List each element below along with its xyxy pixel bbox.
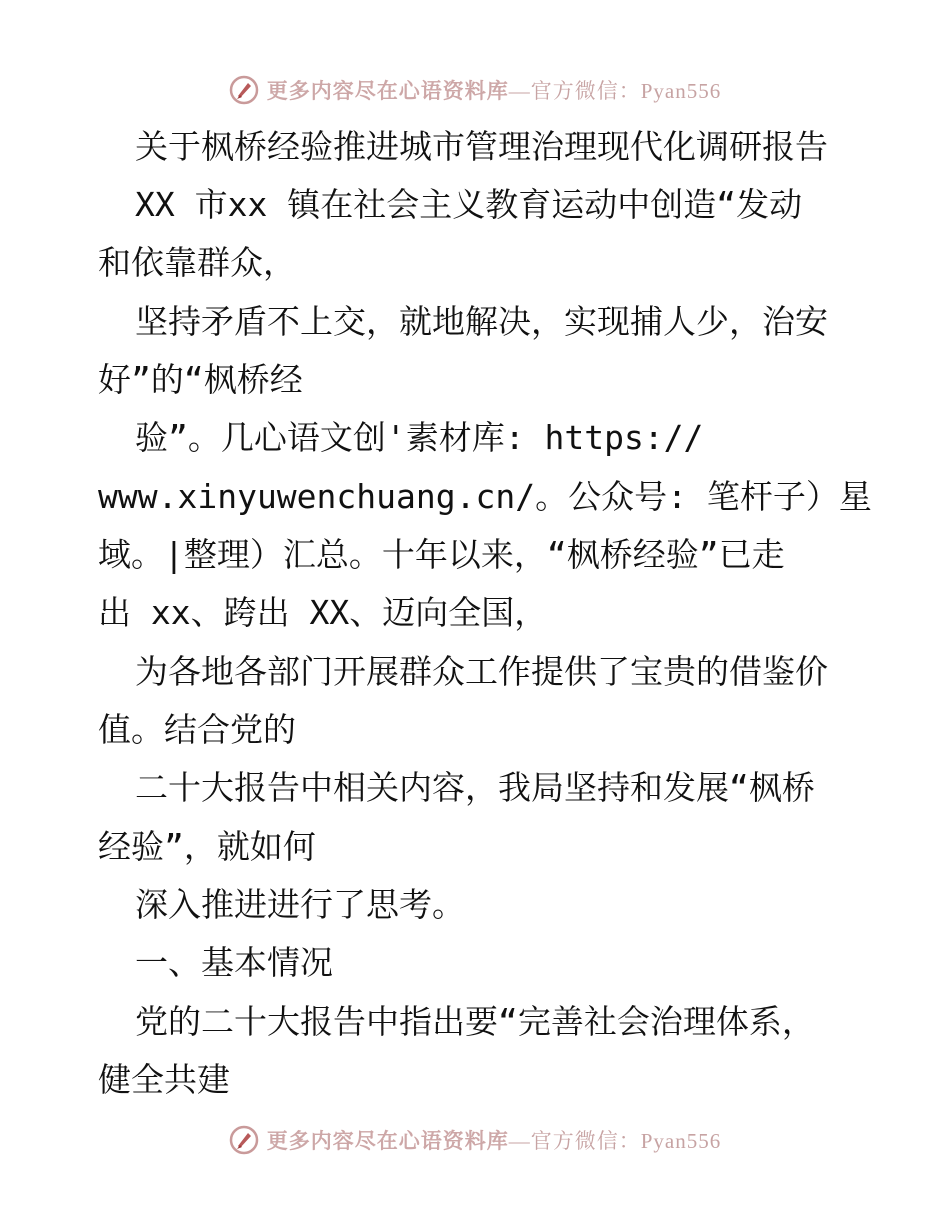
paragraph-line: 健全共建 — [98, 1060, 230, 1099]
paragraph-line: 为各地各部门开展群众工作提供了宝贵的借鉴价 — [135, 652, 828, 691]
pen-nib-logo-icon — [229, 1125, 259, 1155]
paragraph-line: 出 xx、跨出 XX、迈向全国， — [98, 593, 548, 632]
paragraph-line: 好”的“枫桥经 — [98, 360, 303, 399]
footer-watermark-banner — [0, 1120, 950, 1160]
paragraph-line: 经验”，就如何 — [98, 827, 316, 866]
paragraph-line: 二十大报告中相关内容，我局坚持和发展“枫桥 — [135, 768, 815, 807]
paragraph-line: 值。结合党的 — [98, 710, 296, 749]
section-heading: 一、基本情况 — [135, 943, 333, 982]
paragraph-line: 域。|整理）汇总。十年以来，“枫桥经验”已走 — [98, 535, 785, 574]
watermark-text: 更多内容尽在心语资料库—官方微信：Pyan556 — [266, 1129, 722, 1153]
document-title: 关于枫桥经验推进城市管理治理现代化调研报告 — [135, 127, 828, 166]
paragraph-line: 和依靠群众， — [98, 243, 296, 282]
watermark-text: 更多内容尽在心语资料库—官方微信：Pyan556 — [266, 79, 722, 103]
paragraph-line: 验”。几心语文创'素材库: https:// — [135, 418, 704, 457]
paragraph-line: 坚持矛盾不上交，就地解决，实现捕人少，治安 — [135, 302, 828, 341]
paragraph-line: 深入推进进行了思考。 — [135, 885, 465, 924]
paragraph-line: www.xinyuwenchuang.cn/。公众号: 笔杆子）星 — [98, 477, 872, 516]
paragraph-line: 党的二十大报告中指出要“完善社会治理体系， — [135, 1002, 815, 1041]
paragraph-line: XX 市xx 镇在社会主义教育运动中创造“发动 — [135, 185, 803, 224]
